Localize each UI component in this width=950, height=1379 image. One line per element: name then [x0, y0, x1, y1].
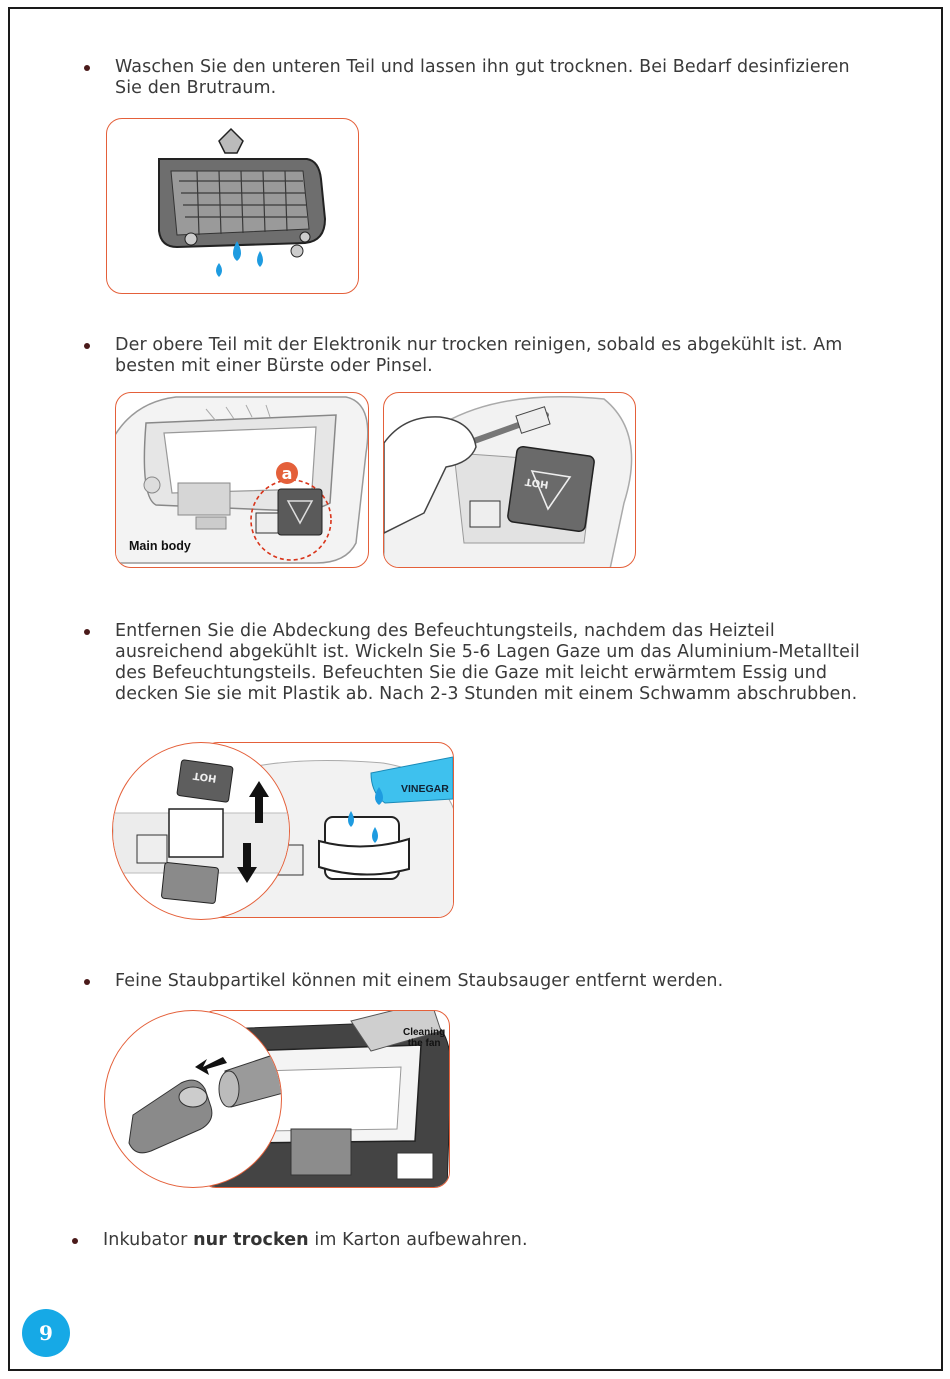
bullet-dot	[84, 343, 90, 349]
instruction-text: Der obere Teil mit der Elektronik nur trocken reinigen, sobald es abgekühlt ist. Am besten mit einer Bürste oder Pinsel.	[115, 335, 843, 376]
cleaning-label-line2: the fan	[407, 1038, 441, 1049]
instruction-dry-clean	[115, 335, 875, 377]
figure-humidifier-vinegar	[112, 742, 456, 920]
instruction-wash	[115, 57, 875, 99]
figure-cover-removal-circle	[112, 742, 290, 920]
figure-lower-part-washing	[106, 118, 359, 294]
figure-vacuum-fan	[104, 1010, 452, 1190]
storage-text-bold: nur trocken	[193, 1230, 309, 1250]
main-body-label: Main body	[129, 539, 191, 553]
cleaning-fan-label	[403, 1027, 445, 1049]
storage-text-before: Inkubator	[103, 1230, 194, 1250]
storage-text-after: im Karton aufbewahren.	[308, 1230, 528, 1250]
figure-brush-cleaning	[383, 392, 636, 568]
cleaning-label-line1: Cleaning	[403, 1027, 446, 1038]
figure-nozzle-circle	[104, 1010, 282, 1188]
instruction-text: Feine Staubpartikel können mit einem Staubsauger entfernt werden.	[115, 971, 724, 991]
instruction-text: Entfernen Sie die Abdeckung des Befeuchtungsteils, nachdem das Heizteil ausreichend abgekühlt ist. Wickeln Sie 5-6 Lagen Gaze um das Aluminium-Metallteil des Befeuchtungsteils. Befeuchten Sie die Gaze mit leicht erwärmtem Essig und decken Sie sie mit Plastik ab. Nach 2-3 Stunden mit einem Schwamm abschrubben.	[115, 621, 860, 704]
bullet-dot	[84, 979, 90, 985]
bullet-dot	[72, 1238, 78, 1244]
instruction-vacuum	[115, 971, 875, 992]
bullet-dot	[84, 629, 90, 635]
hot-label: HOT	[524, 475, 550, 490]
bullet-dot	[84, 65, 90, 71]
instruction-storage	[103, 1230, 883, 1251]
vinegar-label: VINEGAR	[401, 783, 449, 795]
marker-a: a	[281, 464, 293, 483]
instruction-humidifier	[115, 621, 875, 705]
instruction-text: Waschen Sie den unteren Teil und lassen ihn gut trocknen. Bei Bedarf desinfizieren Sie den Brutraum.	[115, 57, 850, 98]
page-number-badge: 9	[22, 1309, 70, 1357]
figure-main-body	[115, 392, 369, 568]
hot-label: HOT	[192, 769, 218, 784]
